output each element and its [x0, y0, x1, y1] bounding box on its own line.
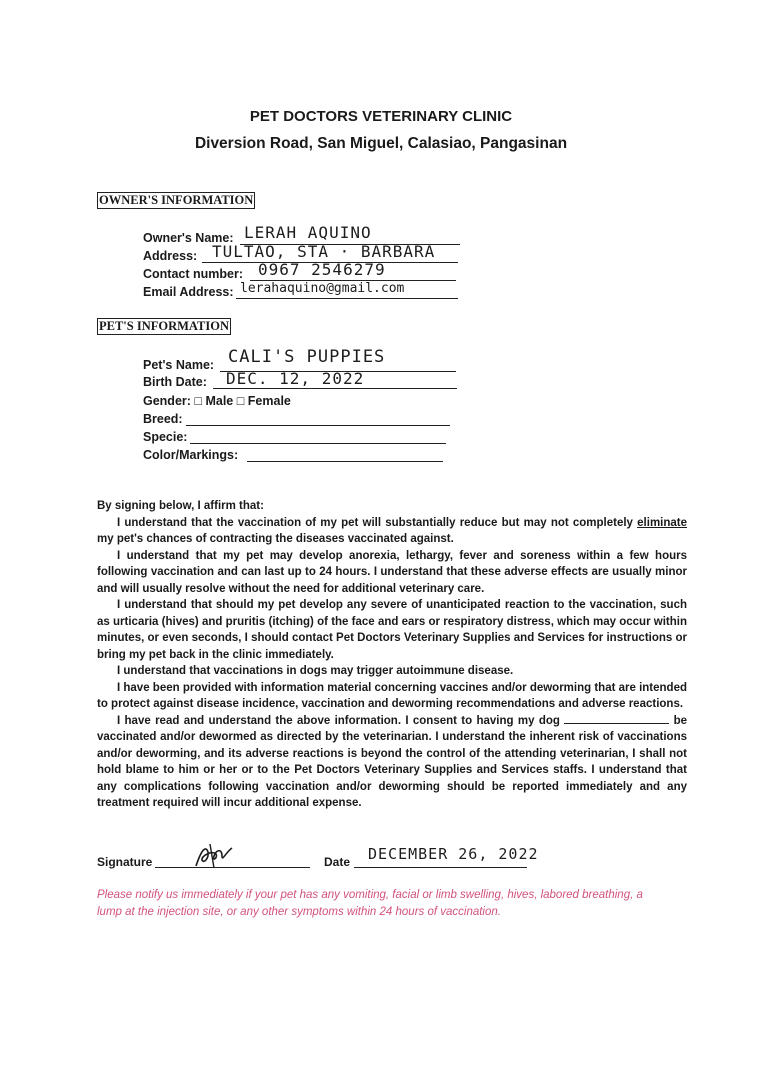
pet-breed-row [143, 412, 183, 426]
pet-name-label: Pet's Name: [143, 358, 215, 372]
date-value: DECEMBER 26, 2022 [368, 845, 539, 863]
pet-birth-label: Birth Date: [143, 375, 207, 389]
affirmation-intro: By signing below, I affirm that: [97, 500, 264, 512]
owner-email-value: lerahaquino@gmail.com [240, 281, 405, 296]
gender-male-label: Male [205, 394, 234, 408]
pet-specie-label: Specie: [143, 430, 188, 444]
symptom-notice: Please notify us immediately if your pet has any vomiting, facial or limb swelling, hives, labored breathing, a lump at the injection site, or any other symptoms within 24 hours of vaccination. [97, 889, 643, 918]
clinic-name: PET DOCTORS VETERINARY CLINIC [249, 108, 513, 125]
owner-address-row [143, 249, 197, 263]
owner-name-value: LERAH AQUINO [244, 223, 372, 242]
pet-section-title: PET'S INFORMATION [99, 319, 229, 333]
pet-gender-label: Gender: [143, 394, 191, 408]
signature-mark [192, 842, 236, 870]
pet-breed-line[interactable] [186, 425, 450, 426]
pet-birth-row [143, 375, 207, 389]
affirmation-p2: I understand that my pet may develop anorexia, lethargy, fever and soreness within a few hours following vaccination and can last up to 24 hours. I understand that these adverse effects are usually minor and will usually resolve without the need for additional veterinary care. [97, 549, 687, 595]
dog-name-blank[interactable] [564, 713, 669, 724]
owner-email-label: Email Address: [143, 285, 234, 299]
owner-contact-row [143, 267, 243, 281]
date-line[interactable] [354, 867, 527, 868]
affirmation-p1-a: I understand that the vaccination of my pet will substantially reduce but may not completely [117, 516, 633, 529]
affirmation-text [97, 498, 687, 812]
date-label: Date [324, 855, 351, 869]
gender-female-label: Female [247, 394, 291, 408]
affirmation-p6 [97, 713, 687, 812]
pet-color-line[interactable] [247, 461, 443, 462]
pet-specie-line[interactable] [190, 443, 446, 444]
pet-color-label: Color/Markings: [143, 448, 239, 462]
affirmation-p1 [97, 515, 687, 548]
pet-birth-line[interactable] [213, 388, 457, 389]
pet-specie-row [143, 430, 187, 444]
gender-female-checkbox[interactable]: □ [236, 394, 245, 408]
signature-label: Signature [97, 855, 153, 869]
affirmation-p3: I understand that should my pet develop any severe of unanticipated reaction to the vaccination, such as urticaria (hives) and pruritis (itching) of the face and ears or respiratory distress, which may occur within minutes, or even seconds, I should contact Pet Doctors Veterinary Supplies and Services for instructions or bring my pet back in the clinic immediately. [97, 599, 687, 661]
clinic-address: Diversion Road, San Miguel, Calasiao, Pangasinan [194, 135, 568, 152]
pet-color-row [143, 448, 238, 462]
affirmation-p5: I have been provided with information material concerning vaccines and/or deworming that are intended to protect against disease incidence, vaccination and deworming recommendations and adverse reactions. [97, 681, 688, 710]
handwritten-signature-icon [192, 842, 236, 870]
owner-email-line[interactable] [236, 298, 458, 299]
affirmation-p1-underlined: eliminate [637, 516, 688, 529]
affirmation-p4: I understand that vaccinations in dogs may trigger autoimmune disease. [117, 665, 514, 677]
owner-address-label: Address: [143, 249, 198, 263]
pet-birth-value: DEC. 12, 2022 [226, 369, 365, 388]
pet-name-row [143, 358, 214, 372]
affirmation-p6-b: be vaccinated and/or dewormed as directed by the veterinarian. I understand the inherent risk of vaccinations and/or deworming, and its adverse reactions is beyond the control of the attending veterinarian, I shall not hold blame to him or her or to the Pet Doctors Veterinary Supplies and Services staffs. I understand that any complications following vaccination and/or deworming should be reported immediately and any treatment required will incur additional expense. [97, 714, 688, 809]
pet-gender-row [143, 394, 291, 408]
affirmation-p1-b: my pet's chances of contracting the diseases vaccinated against. [97, 533, 454, 545]
gender-male-checkbox[interactable]: □ [194, 394, 202, 408]
owner-contact-value: 0967 2546279 [258, 260, 386, 279]
owner-address-value: TULTAO, STA · BARBARA [212, 242, 436, 261]
pet-breed-label: Breed: [143, 412, 183, 426]
affirmation-p6-a: I have read and understand the above information. I consent to having my dog [117, 714, 565, 727]
owner-email-row [143, 285, 234, 299]
pet-name-value: CALI'S PUPPIES [228, 347, 386, 367]
owner-section-title: OWNER'S INFORMATION [99, 193, 254, 207]
owner-contact-label: Contact number: [143, 267, 243, 281]
owner-name-label: Owner's Name: [143, 231, 234, 245]
